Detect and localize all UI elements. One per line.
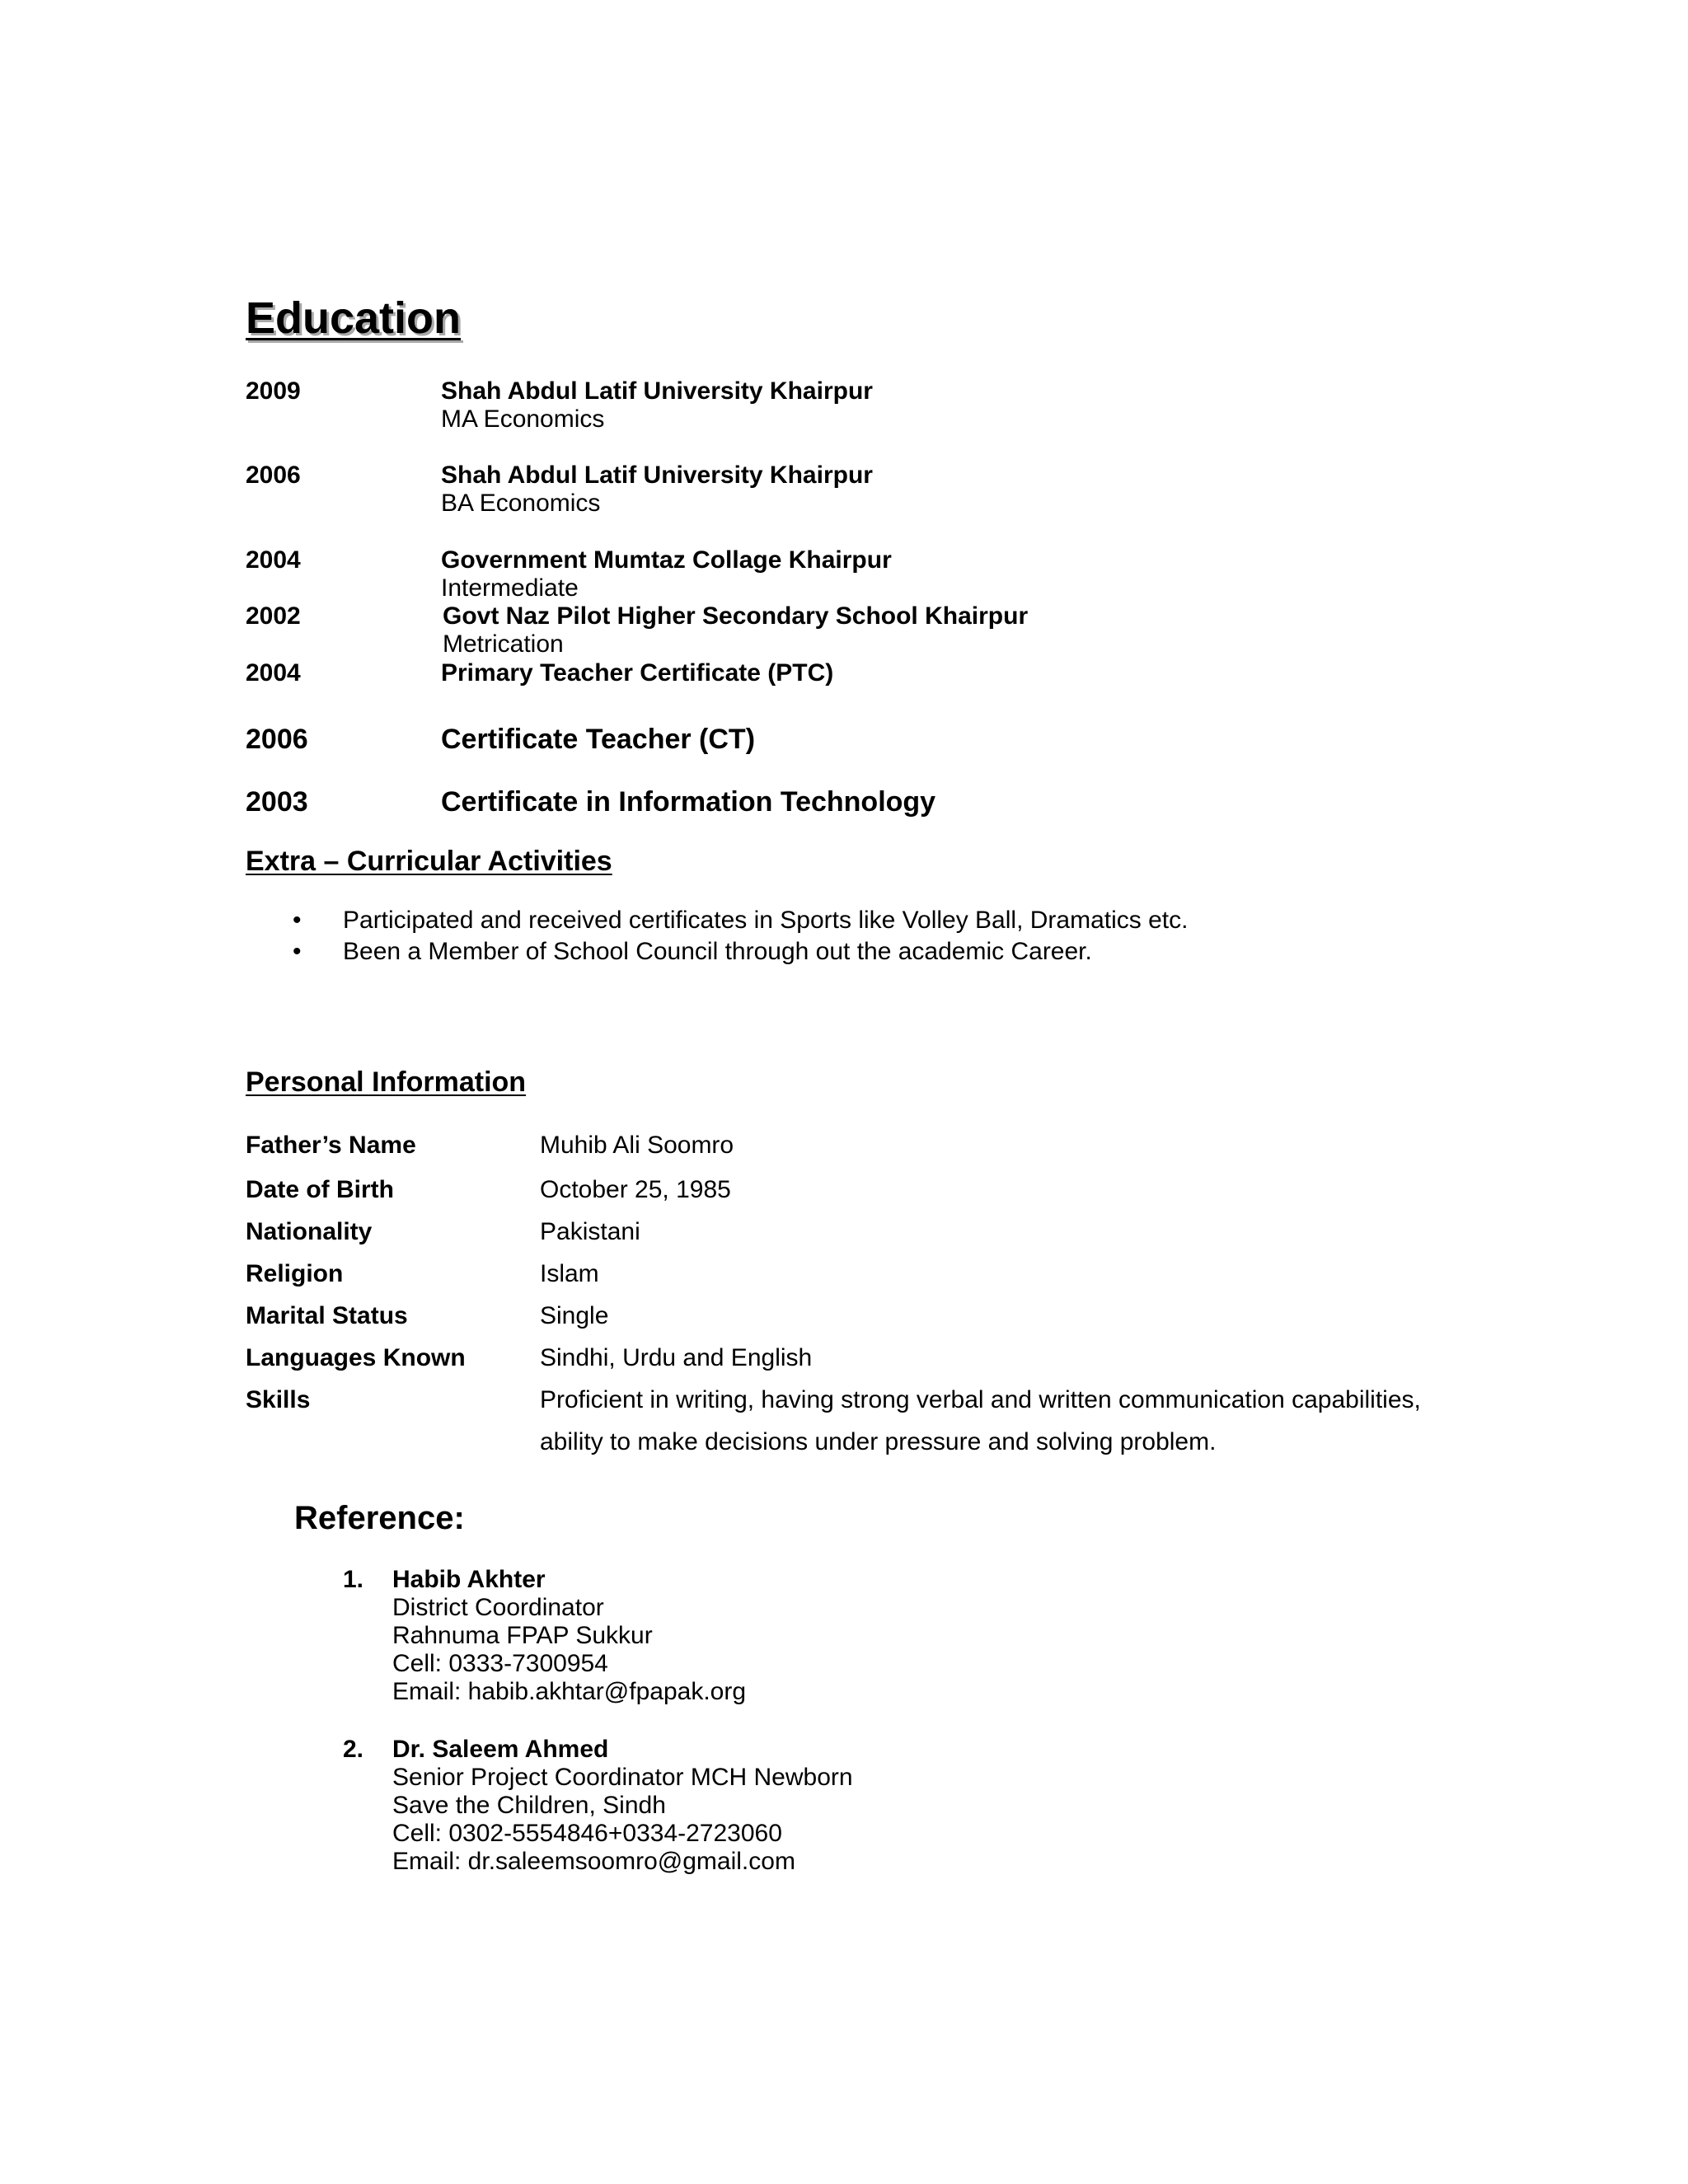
reference-line: Rahnuma FPAP Sukkur	[392, 1622, 653, 1649]
personal-value: Sindhi, Urdu and English	[540, 1344, 813, 1371]
personal-label: Religion	[246, 1260, 344, 1287]
personal-label: Marital Status	[246, 1302, 408, 1329]
education-year: 2004	[246, 546, 301, 574]
education-year: 2002	[246, 602, 301, 630]
education-year: 2004	[246, 659, 301, 687]
personal-value: Pakistani	[540, 1218, 640, 1245]
education-institution: Govt Naz Pilot Higher Secondary School Khairpur	[443, 602, 1029, 630]
extra-curricular-heading: Extra – Curricular Activities	[246, 846, 612, 877]
personal-value: Single	[540, 1302, 609, 1329]
education-year: 2003	[246, 786, 308, 818]
education-degree: BA Economics	[441, 490, 601, 517]
education-degree: MA Economics	[441, 405, 605, 433]
personal-label: Skills	[246, 1386, 311, 1413]
reference-heading: Reference:	[294, 1500, 465, 1536]
education-institution: Certificate in Information Technology	[441, 786, 936, 818]
reference-line: Cell: 0333-7300954	[392, 1650, 608, 1677]
education-institution: Certificate Teacher (CT)	[441, 724, 756, 755]
education-institution: Shah Abdul Latif University Khairpur	[441, 377, 873, 405]
education-degree: Intermediate	[441, 574, 579, 602]
reference-name: Habib Akhter	[392, 1566, 546, 1593]
personal-value: ability to make decisions under pressure and solving problem.	[540, 1428, 1217, 1455]
education-institution: Primary Teacher Certificate (PTC)	[441, 659, 834, 687]
personal-value: October 25, 1985	[540, 1176, 731, 1203]
education-year: 2006	[246, 462, 301, 489]
list-item: Participated and received certificates in Sports like Volley Ball, Dramatics etc.	[343, 907, 1189, 934]
bullet-icon: •	[293, 907, 302, 934]
education-institution: Shah Abdul Latif University Khairpur	[441, 462, 873, 489]
education-degree: Metrication	[443, 630, 564, 658]
reference-name: Dr. Saleem Ahmed	[392, 1736, 609, 1763]
reference-line: Save the Children, Sindh	[392, 1792, 666, 1819]
reference-line: Cell: 0302-5554846+0334-2723060	[392, 1820, 782, 1847]
personal-value: Muhib Ali Soomro	[540, 1132, 734, 1159]
personal-information-heading: Personal Information	[246, 1066, 527, 1098]
personal-label: Father’s Name	[246, 1132, 416, 1159]
personal-label: Nationality	[246, 1218, 373, 1245]
list-item: Been a Member of School Council through out the academic Career.	[343, 938, 1092, 965]
reference-number: 1.	[343, 1566, 364, 1593]
reference-line: Senior Project Coordinator MCH Newborn	[392, 1764, 853, 1791]
education-heading: Education	[246, 293, 462, 343]
education-institution: Government Mumtaz Collage Khairpur	[441, 546, 892, 574]
education-year: 2006	[246, 724, 308, 755]
bullet-icon: •	[293, 938, 302, 965]
reference-number: 2.	[343, 1736, 364, 1763]
reference-line: Email: habib.akhtar@fpapak.org	[392, 1678, 747, 1705]
education-year: 2009	[246, 377, 301, 405]
personal-value: Proficient in writing, having strong verbal and written communication capabilities,	[540, 1386, 1421, 1413]
reference-line: District Coordinator	[392, 1594, 604, 1621]
personal-label: Date of Birth	[246, 1176, 394, 1203]
reference-line: Email: dr.saleemsoomro@gmail.com	[392, 1848, 795, 1875]
personal-value: Islam	[540, 1260, 599, 1287]
personal-label: Languages Known	[246, 1344, 466, 1371]
